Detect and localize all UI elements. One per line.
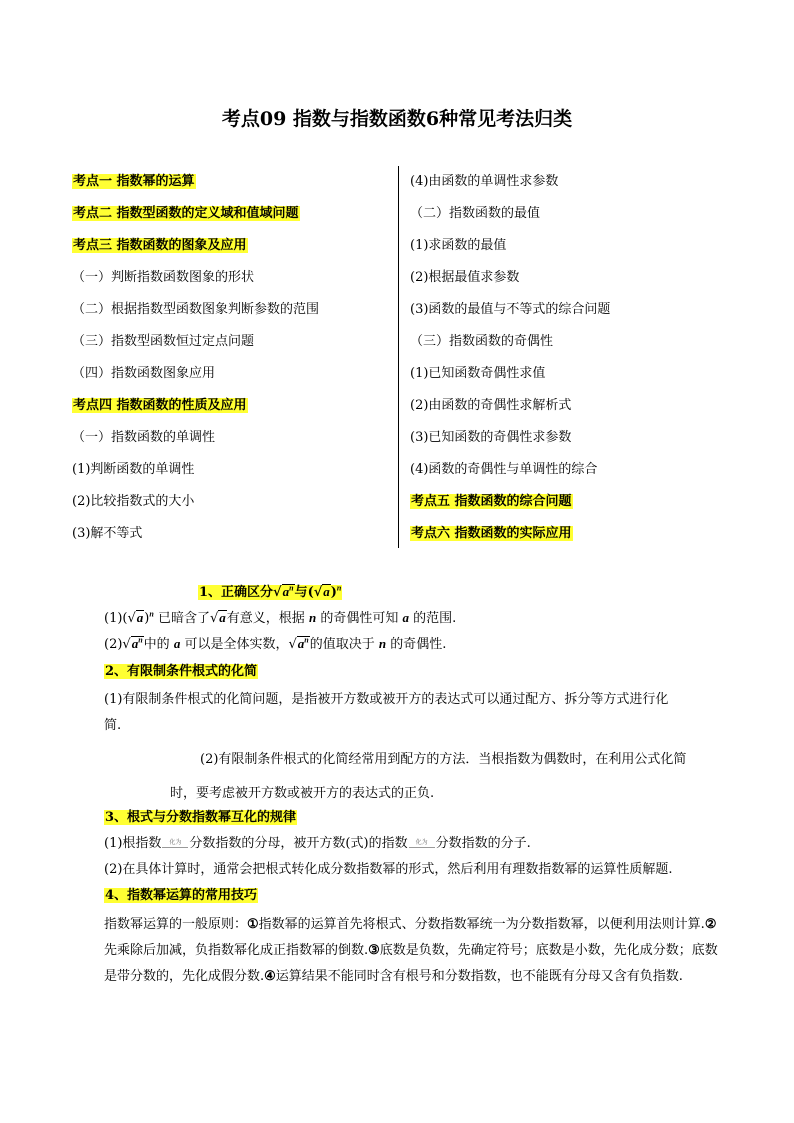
toc-item xyxy=(410,458,740,490)
toc-item xyxy=(410,490,740,522)
var-n: n xyxy=(336,583,342,593)
line-text: (1) xyxy=(104,611,123,626)
section-2-heading xyxy=(104,662,258,682)
line-text: 有意义，根据 xyxy=(226,611,305,626)
toc-item xyxy=(410,266,740,298)
line-text: 分数指数的分母，被开方数(式)的指数 xyxy=(189,836,408,851)
toc-item xyxy=(410,298,740,330)
toc-item xyxy=(72,490,392,522)
var-n: n xyxy=(378,636,387,651)
radical-icon: √ xyxy=(209,611,219,626)
para-text: 运算结果不能同时含有根号和分数指数，也不能既有分母又含有负指数. xyxy=(275,969,683,984)
radicand xyxy=(136,610,145,626)
line-text: 分数指数的分子. xyxy=(435,836,531,851)
line-text: 的奇偶性可知 xyxy=(320,611,399,626)
line-text: (2) xyxy=(104,637,123,652)
toc-item xyxy=(410,330,740,362)
toc-label: （三）指数型函数恒过定点问题 xyxy=(72,334,255,349)
toc-label: (2)比较指数式的大小 xyxy=(72,494,195,509)
toc-label: 考点六 指数函数的实际应用 xyxy=(411,526,572,541)
radicand xyxy=(218,610,227,626)
toc-item xyxy=(72,170,392,202)
section-2-para-1-line-1: (1)有限制条件根式的化简问题，是指被开方数或被开方的表达式可以通过配方、拆分等方式进行化 xyxy=(104,692,669,707)
heading-text: 与 xyxy=(294,585,308,600)
var-a: a xyxy=(282,584,290,599)
toc-item xyxy=(410,362,740,394)
var-a: a xyxy=(323,584,330,599)
toc-label: （二）指数函数的最值 xyxy=(410,206,541,221)
var-a: a xyxy=(402,610,409,625)
toc-label: (1)判断函数的单调性 xyxy=(72,462,195,477)
toc-right-column xyxy=(410,170,740,554)
toc-item xyxy=(72,426,392,458)
toc-label: (4)函数的奇偶性与单调性的综合 xyxy=(410,462,598,477)
var-n: n xyxy=(304,635,309,645)
var-n: n xyxy=(308,610,317,625)
toc-label: (2)由函数的奇偶性求解析式 xyxy=(410,398,572,413)
toc-item xyxy=(72,298,392,330)
para-text: 底数是负数，先确定符号；底数是小数，先化成分数；底数是带分数的，先化成假分数. xyxy=(104,943,718,984)
toc-item xyxy=(410,426,740,458)
toc-label: 考点四 指数函数的性质及应用 xyxy=(73,398,247,413)
heading-text: 2、有限制条件根式的化简 xyxy=(105,664,258,679)
var-n: n xyxy=(149,609,154,619)
section-1-line-1: $(1)(√a)^n$ 已暗含了√a有意义，根据 n 的奇偶性可知 a 的范围. xyxy=(104,609,457,626)
var-n: n xyxy=(289,583,294,593)
toc-label: (3)解不等式 xyxy=(72,526,143,541)
section-3-line-1 xyxy=(104,834,531,854)
toc-label: (1)求函数的最值 xyxy=(410,238,507,253)
radical-icon: √ xyxy=(313,585,323,600)
arrow-label: 化为 xyxy=(415,839,428,846)
section-1-line-2 xyxy=(104,634,446,655)
toc-item xyxy=(72,202,392,234)
circled-number: ② xyxy=(704,917,717,932)
arrow-icon xyxy=(409,839,435,848)
toc-item xyxy=(410,202,740,234)
toc-item xyxy=(410,394,740,426)
toc-item xyxy=(72,394,392,426)
section-2-para-2-line-2: 时，要考虑被开方数或被开方的表达式的正负. xyxy=(170,786,435,801)
toc-label: (1)已知函数奇偶性求值 xyxy=(410,366,546,381)
section-4-paragraph xyxy=(104,912,722,990)
radical-icon: √ xyxy=(122,637,131,652)
arrow-icon xyxy=(162,839,188,848)
heading-text: 1、正确区分 xyxy=(199,585,274,600)
toc-item xyxy=(72,266,392,298)
radical-icon: √ xyxy=(288,637,297,652)
var-a: a xyxy=(173,636,181,651)
toc-label: (3)函数的最值与不等式的综合问题 xyxy=(410,302,611,317)
var-a: a xyxy=(131,636,139,651)
toc-label: 考点五 指数函数的综合问题 xyxy=(411,494,572,509)
toc-label: （三）指数函数的奇偶性 xyxy=(410,334,554,349)
para-text: 指数幂运算的一般原则： xyxy=(104,917,248,932)
heading-text: 3、根式与分数指数幂互化的规律 xyxy=(105,810,297,825)
toc-item xyxy=(72,234,392,266)
line-text: (1)根指数 xyxy=(104,836,162,851)
radical-icon: √ xyxy=(127,611,136,626)
circled-number: ③ xyxy=(368,943,380,958)
section-3-heading xyxy=(104,808,297,828)
section-1-heading xyxy=(198,582,342,603)
var-a: a xyxy=(297,636,305,651)
toc-item xyxy=(410,522,740,554)
section-1-heading-highlight: 1、正确区分$√a^n$与$(√a)^n$ xyxy=(199,583,342,600)
section-2-para-2-line-1: (2)有限制条件根式的化简经常用到配方的方法．当根指数为偶数时，在利用公式化简 xyxy=(200,752,687,767)
circled-number: ① xyxy=(247,917,259,932)
var-a: a xyxy=(136,610,144,625)
toc-label: （二）根据指数型函数图象判断参数的范围 xyxy=(72,302,320,317)
radical-icon: √ xyxy=(273,585,282,600)
var-n: n xyxy=(138,635,143,645)
section-2-para-1-line-2: 简. xyxy=(104,718,122,733)
radicand xyxy=(297,636,310,652)
page-title: 考点09 指数与指数函数6种常见考法归类 xyxy=(221,108,573,130)
toc-divider xyxy=(398,166,399,548)
toc-label: 考点二 指数型函数的定义域和值域问题 xyxy=(73,206,299,221)
para-text: 指数幂的运算首先将根式、分数指数幂统一为分数指数幂，以便利用法则计算. xyxy=(258,917,705,932)
line-text: 的值取决于 xyxy=(309,637,375,652)
radicand xyxy=(322,584,331,600)
section-3-line-2: (2)在具体计算时，通常会把根式转化成分数指数幂的形式，然后利用有理数指数幂的运算性质解题. xyxy=(104,862,673,877)
line-text: 中的 xyxy=(143,637,170,652)
toc-left-column xyxy=(72,170,392,554)
var-a: a xyxy=(219,610,226,625)
para-text: 先乘除后加减，负指数幂化成正指数幂的倒数. xyxy=(104,943,369,958)
toc-label: (3)已知函数的奇偶性求参数 xyxy=(410,430,572,445)
toc-label: （四）指数函数图象应用 xyxy=(72,366,216,381)
toc-item xyxy=(410,234,740,266)
toc-label: （一）判断指数函数图象的形状 xyxy=(72,270,255,285)
toc-label: （一）指数函数的单调性 xyxy=(72,430,216,445)
toc-item xyxy=(72,522,392,554)
toc-item xyxy=(72,458,392,490)
line-text: 的范围. xyxy=(413,611,457,626)
line-text: 的奇偶性. xyxy=(390,637,447,652)
toc-label: 考点一 指数幂的运算 xyxy=(73,174,195,189)
line-text: 已暗含了 xyxy=(157,611,210,626)
radicand xyxy=(131,636,144,652)
toc-item xyxy=(72,362,392,394)
toc-label: (4)由函数的单调性求参数 xyxy=(410,174,559,189)
toc-label: (2)根据最值求参数 xyxy=(410,270,520,285)
circled-number: ④ xyxy=(264,969,276,984)
line-text: 可以是全体实数， xyxy=(184,637,289,652)
section-4-heading xyxy=(104,886,258,906)
toc-item xyxy=(72,330,392,362)
toc-label: 考点三 指数函数的图象及应用 xyxy=(73,238,247,253)
toc-item xyxy=(410,170,740,202)
arrow-label: 化为 xyxy=(169,839,182,846)
heading-text: 4、指数幂运算的常用技巧 xyxy=(105,888,258,903)
radicand xyxy=(282,584,295,600)
